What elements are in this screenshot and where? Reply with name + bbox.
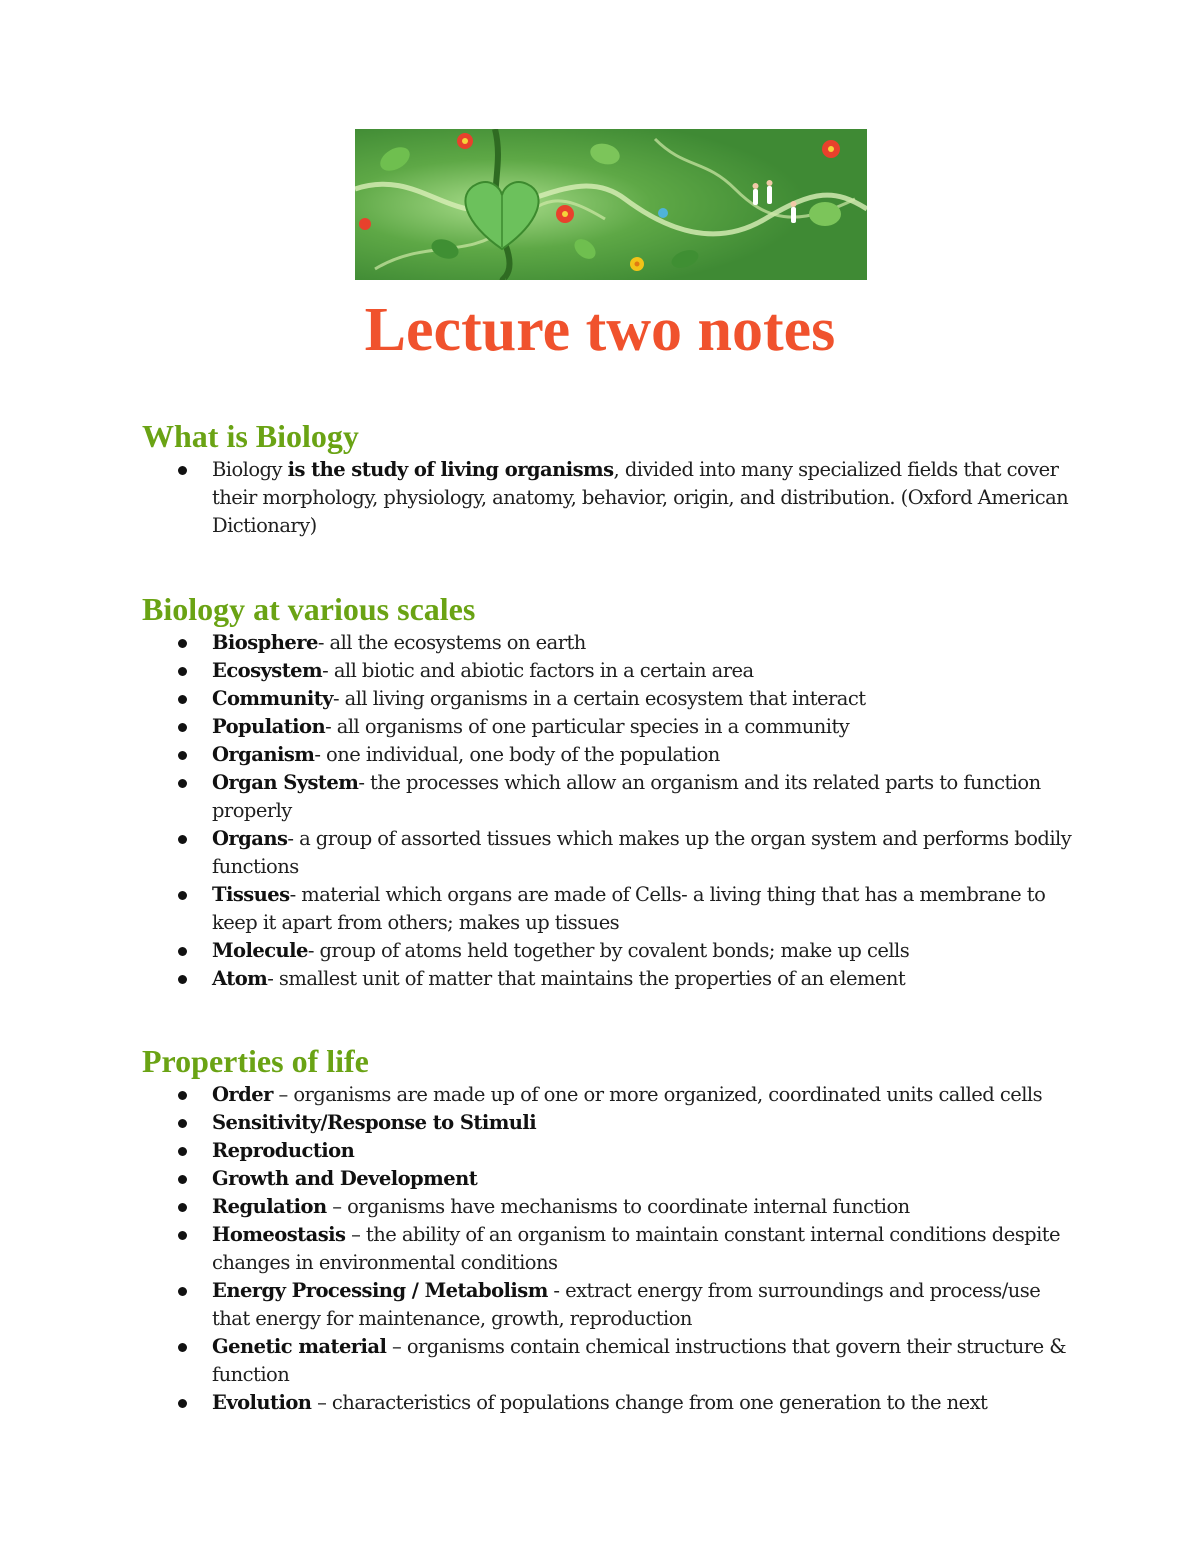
list-item xyxy=(142,629,1082,657)
list-item xyxy=(142,713,1082,741)
item-term: Biosphere xyxy=(212,631,318,654)
list-item xyxy=(142,1277,1082,1333)
header-illustration xyxy=(355,129,867,280)
item-description: – organisms are made up of one or more organized, coordinated units called cells xyxy=(272,1083,1043,1106)
bullet-dot-icon xyxy=(178,947,187,956)
bullet-dot-icon xyxy=(178,723,187,732)
item-description: - all living organisms in a certain ecosystem that interact xyxy=(332,687,866,710)
list-item xyxy=(142,937,1082,965)
list-item xyxy=(142,1109,1082,1137)
bullet-list xyxy=(142,456,1082,540)
list-item xyxy=(142,965,1082,993)
section-what-is-biology xyxy=(142,416,1082,540)
item-description: - all organisms of one particular species in a community xyxy=(325,715,850,738)
item-description: – characteristics of populations change from one generation to the next xyxy=(311,1391,988,1414)
item-description: - extract energy from surroundings and process/use that energy for maintenance, growth, reproduction xyxy=(212,1279,1041,1330)
list-item xyxy=(142,685,1082,713)
item-term: Organ System xyxy=(212,771,359,794)
section-heading: Biology at various scales xyxy=(142,591,476,627)
item-term: Order xyxy=(212,1083,273,1106)
bullet-dot-icon xyxy=(178,1287,187,1296)
bullet-dot-icon xyxy=(178,1231,187,1240)
item-term: Reproduction xyxy=(212,1139,355,1162)
item-term: Population xyxy=(212,715,326,738)
list-item xyxy=(142,1137,1082,1165)
bullet-dot-icon xyxy=(178,891,187,900)
item-description: – organisms have mechanisms to coordinate internal function xyxy=(326,1195,910,1218)
list-item xyxy=(142,1081,1082,1109)
bullet-dot-icon xyxy=(178,667,187,676)
item-description: - the processes which allow an organism and its related parts to function properly xyxy=(212,771,1041,822)
item-term: Ecosystem xyxy=(212,659,323,682)
bullet-dot-icon xyxy=(178,1175,187,1184)
bullet-dot-icon xyxy=(178,695,187,704)
bullet-list xyxy=(142,629,1082,993)
bullet-dot-icon xyxy=(178,1399,187,1408)
item-term: is the study of living organisms xyxy=(287,458,614,481)
bullet-dot-icon xyxy=(178,1091,187,1100)
item-description: , divided into many specialized fields that cover their morphology, physiology, anatomy, behavior, origin, and distribution. (Oxford American Dictionary) xyxy=(212,458,1069,537)
bullet-dot-icon xyxy=(178,779,187,788)
item-term: Community xyxy=(212,687,333,710)
section-heading: What is Biology xyxy=(142,418,359,454)
bullet-dot-icon xyxy=(178,639,187,648)
bullet-dot-icon xyxy=(178,1343,187,1352)
item-term: Evolution xyxy=(212,1391,312,1414)
bullet-dot-icon xyxy=(178,975,187,984)
item-prefix: Biology xyxy=(212,458,288,481)
section-heading: Properties of life xyxy=(142,1043,369,1079)
item-term: Tissues xyxy=(212,883,290,906)
item-description: - a group of assorted tissues which makes up the organ system and performs bodily functions xyxy=(212,827,1072,878)
list-item xyxy=(142,881,1082,937)
list-item xyxy=(142,1389,1082,1417)
section-properties-of-life xyxy=(142,1041,1082,1417)
item-description: – the ability of an organism to maintain constant internal conditions despite changes in environmental conditions xyxy=(212,1223,1061,1274)
item-term: Energy Processing / Metabolism xyxy=(212,1279,548,1302)
list-item xyxy=(142,456,1082,540)
item-term: Growth and Development xyxy=(212,1167,478,1190)
page-title: Lecture two notes xyxy=(364,296,836,364)
list-item xyxy=(142,741,1082,769)
item-description: - smallest unit of matter that maintains the properties of an element xyxy=(267,967,906,990)
item-description: - all the ecosystems on earth xyxy=(317,631,586,654)
item-term: Molecule xyxy=(212,939,308,962)
item-description: - one individual, one body of the population xyxy=(314,743,720,766)
list-item xyxy=(142,657,1082,685)
item-description: - group of atoms held together by covalent bonds; make up cells xyxy=(307,939,910,962)
item-term: Regulation xyxy=(212,1195,327,1218)
item-description: - material which organs are made of Cells- a living thing that has a membrane to keep it apart from others; makes up tissues xyxy=(212,883,1046,934)
list-item xyxy=(142,1221,1082,1277)
item-term: Organs xyxy=(212,827,288,850)
list-item xyxy=(142,769,1082,825)
bullet-dot-icon xyxy=(178,466,187,475)
item-term: Organism xyxy=(212,743,315,766)
section-biology-scales xyxy=(142,589,1082,993)
item-term: Homeostasis xyxy=(212,1223,346,1246)
bullet-dot-icon xyxy=(178,1147,187,1156)
item-term: Sensitivity/Response to Stimuli xyxy=(212,1111,537,1134)
item-term: Genetic material xyxy=(212,1335,387,1358)
list-item xyxy=(142,1165,1082,1193)
item-term: Atom xyxy=(212,967,268,990)
list-item xyxy=(142,1193,1082,1221)
bullet-dot-icon xyxy=(178,751,187,760)
bullet-dot-icon xyxy=(178,1203,187,1212)
bullet-list xyxy=(142,1081,1082,1417)
list-item xyxy=(142,1333,1082,1389)
item-description: - all biotic and abiotic factors in a certain area xyxy=(322,659,754,682)
bullet-dot-icon xyxy=(178,1119,187,1128)
bullet-dot-icon xyxy=(178,835,187,844)
item-description: – organisms contain chemical instructions that govern their structure & function xyxy=(212,1335,1067,1386)
list-item xyxy=(142,825,1082,881)
